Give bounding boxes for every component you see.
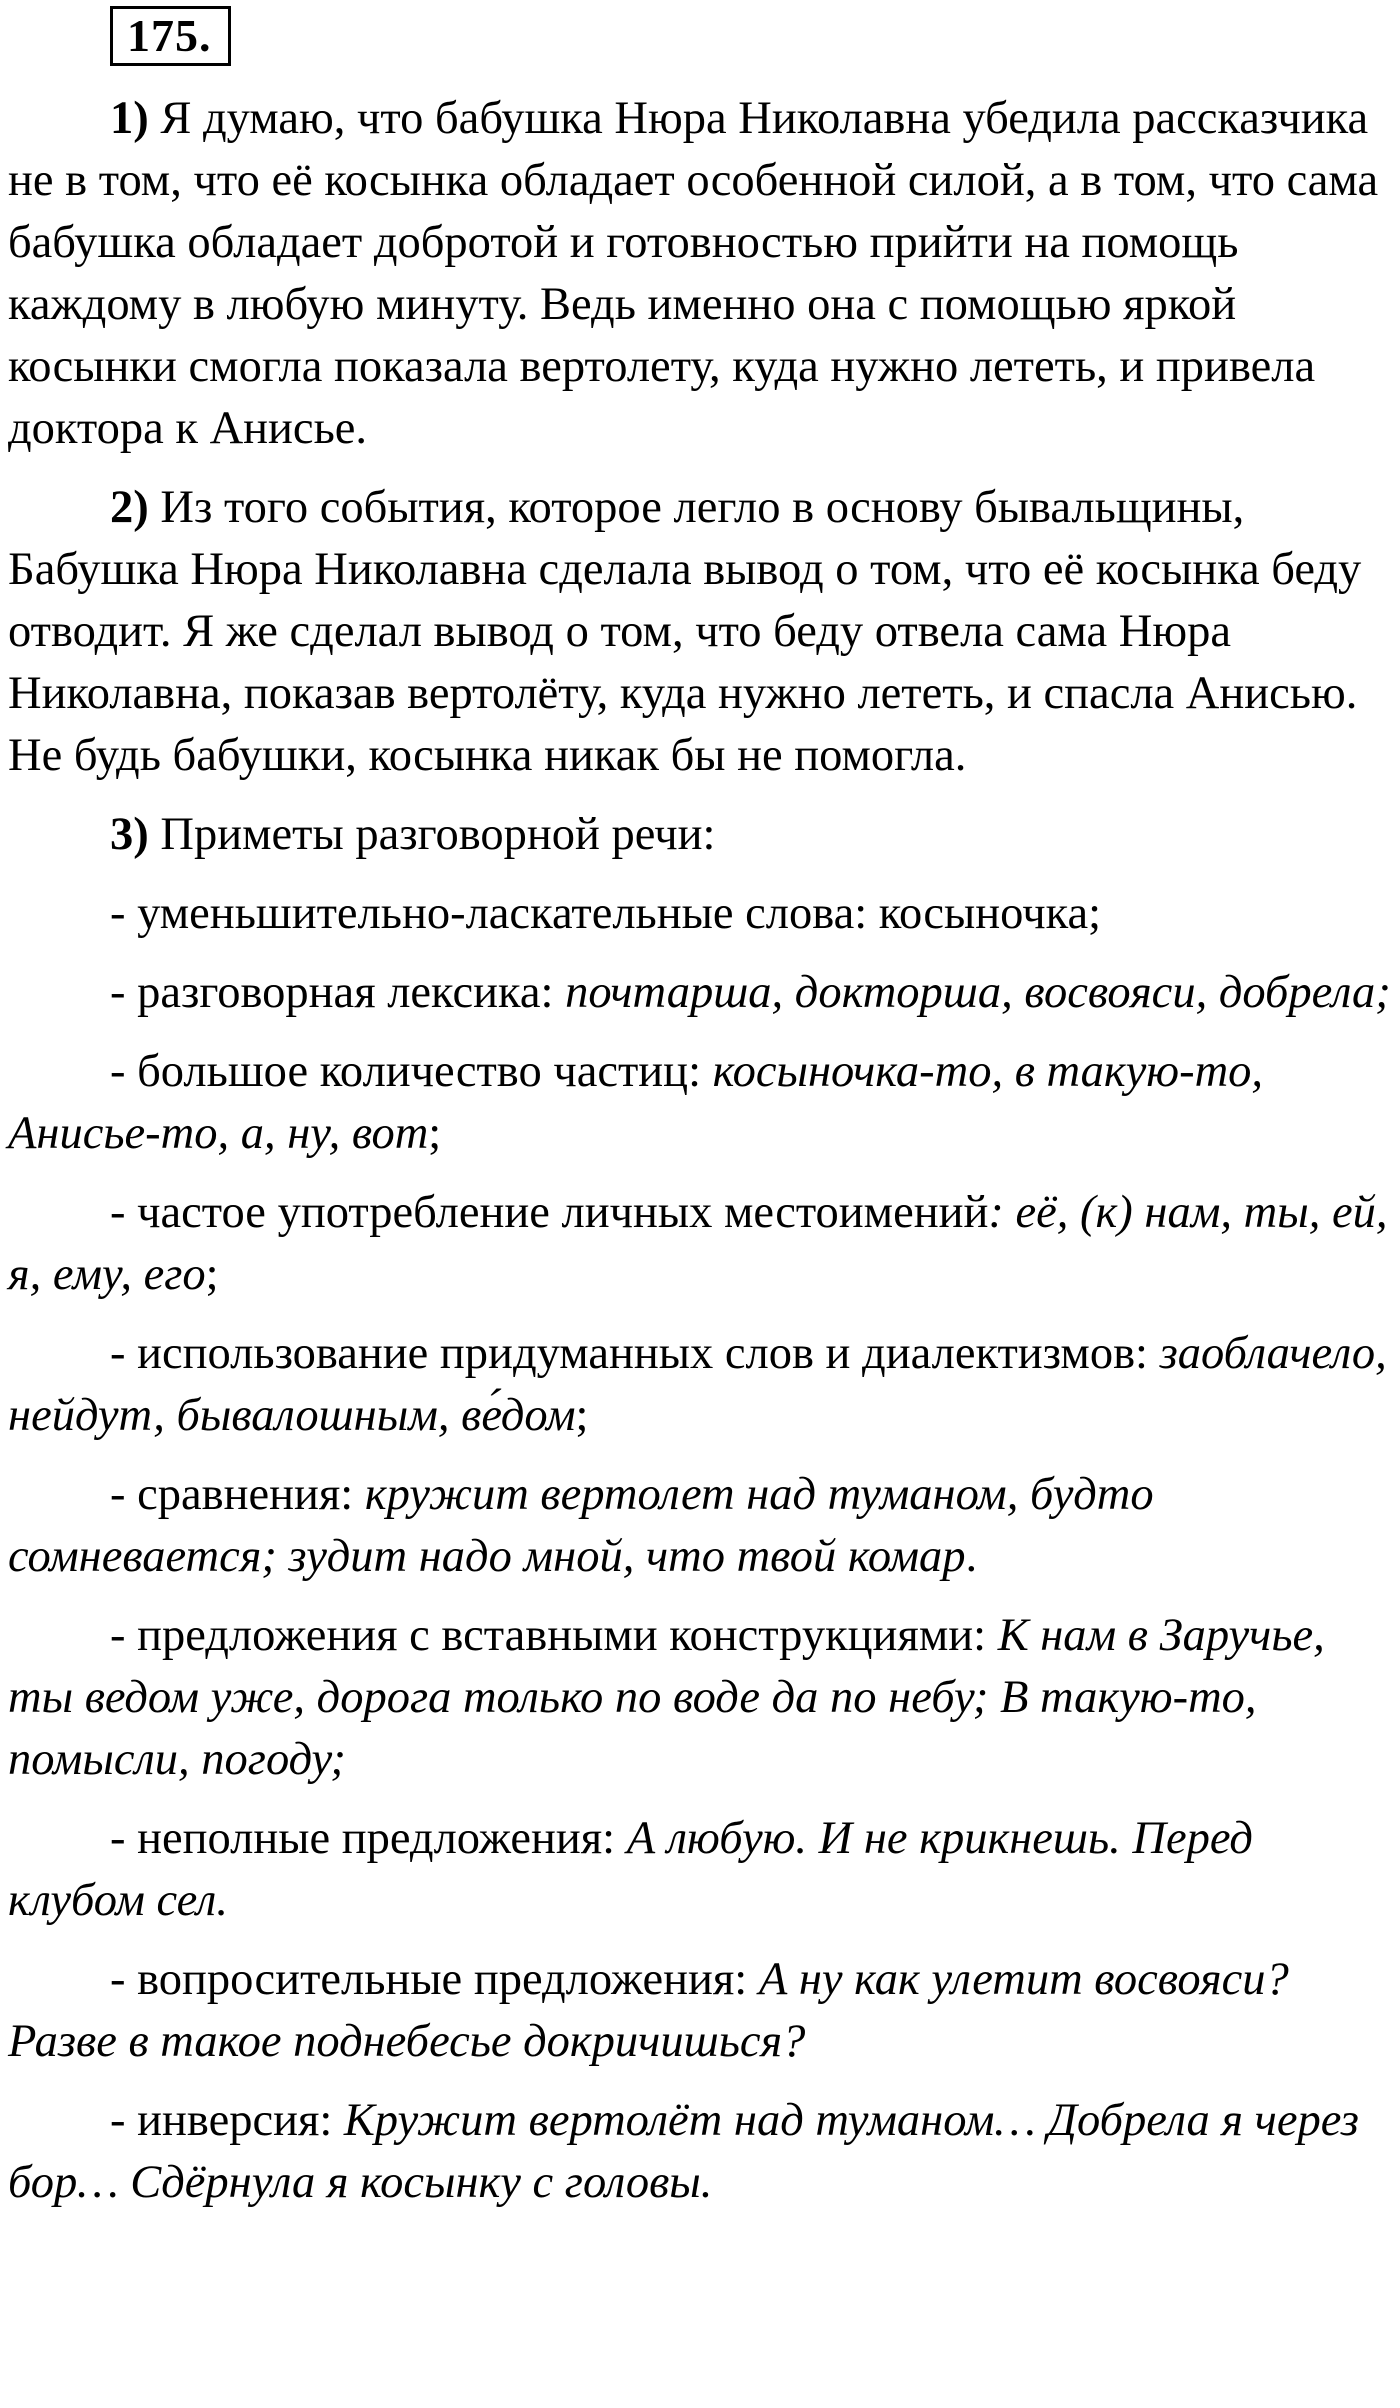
list-item-example: кружит вертолет над туманом, будто сомневается; зудит надо мной, что твой комар xyxy=(8,1469,1154,1582)
list-item-lead: - частое употребление личных местоимений xyxy=(110,1187,989,1238)
paragraph-3-label: 3) xyxy=(110,809,149,860)
paragraph-2-text: Из того события, которое легло в основу бывальщины, Бабушка Нюра Николавна сделала вывод о том, что её косынка беду отводит. Я же сделал вывод о том, что беду отвела сама Нюра Николавна, показав вертолёту, куда нужно лететь, и спасла Анисью. Не будь бабушки, косынка никак бы не помогла. xyxy=(8,482,1362,781)
list-item-tail: ; xyxy=(428,1108,442,1159)
list-item-tail: ; xyxy=(205,1249,219,1300)
list-item-example: А любую. И не крикнешь. Перед клубом сел. xyxy=(8,1813,1253,1926)
list-item-lead: - уменьшительно-ласкательные слова: косыночка; xyxy=(110,888,1102,939)
task-number-box: 175. xyxy=(110,6,231,66)
list-item-colloquial-vocabulary xyxy=(8,962,1400,1024)
list-item-pronouns xyxy=(8,1182,1400,1306)
list-item-example: заоблачело, нейдут, бывалошным, ве́дом xyxy=(8,1328,1387,1441)
list-item-inserted-constructions xyxy=(8,1605,1400,1791)
answer-text xyxy=(8,88,1400,2214)
list-item-incomplete-sentences xyxy=(8,1808,1400,1932)
list-item-example: А ну как улетит восвояси? Разве в такое поднебесье докричишься? xyxy=(8,1954,1289,2067)
list-item-lead: - сравнения: xyxy=(110,1469,365,1520)
paragraph-1-text: Я думаю, что бабушка Нюра Николавна убедила рассказчика не в том, что её косынка обладает особенной силой, а в том, что сама бабушка обладает добротой и готовностью прийти на помощь каждому в любую минуту. Ведь именно она с помощью яркой косынки смогла показала вертолету, куда нужно лететь, и привела доктора к Анисье. xyxy=(8,93,1379,454)
list-item-particles xyxy=(8,1041,1400,1165)
paragraph-2-label: 2) xyxy=(110,482,149,533)
list-item-example: К нам в Заручье, ты ведом уже, дорога только по воде да по небу; В такую-то, помысли, погоду; xyxy=(8,1610,1325,1785)
list-item-diminutives xyxy=(8,883,1400,945)
paragraph-1-label: 1) xyxy=(110,93,149,144)
list-item-lead: - неполные предложения: xyxy=(110,1813,627,1864)
list-item-lead: - использование придуманных слов и диалектизмов: xyxy=(110,1328,1160,1379)
list-item-example: косыночка-то, в такую-то, Анисье-то, а, ну, вот xyxy=(8,1046,1264,1159)
paragraph-2 xyxy=(8,477,1400,787)
list-item-lead: - большое количество частиц: xyxy=(110,1046,713,1097)
list-item-tail: . xyxy=(965,1531,978,1582)
paragraph-3 xyxy=(8,804,1400,866)
list-item-lead: - вопросительные предложения: xyxy=(110,1954,759,2005)
list-item-lead: - разговорная лексика: xyxy=(110,967,566,1018)
list-item-dialectisms xyxy=(8,1323,1400,1447)
list-item-example: Кружит вертолёт над туманом… Добрела я через бор… Сдёрнула я косынку с головы. xyxy=(8,2095,1359,2208)
list-item-lead: - инверсия: xyxy=(110,2095,344,2146)
list-item-example: : её, (к) нам, ты, ей, я, ему, его xyxy=(8,1187,1388,1300)
list-item-example: почтарша, докторша, восвояси, добрела; xyxy=(565,967,1391,1018)
paragraph-1 xyxy=(8,88,1400,460)
list-item-comparisons xyxy=(8,1464,1400,1588)
list-item-tail: ; xyxy=(575,1390,589,1441)
paragraph-3-text: Приметы разговорной речи: xyxy=(148,809,716,860)
list-item-inversion xyxy=(8,2090,1400,2214)
list-item-interrogative-sentences xyxy=(8,1949,1400,2073)
list-item-lead: - предложения с вставными конструкциями: xyxy=(110,1610,998,1661)
